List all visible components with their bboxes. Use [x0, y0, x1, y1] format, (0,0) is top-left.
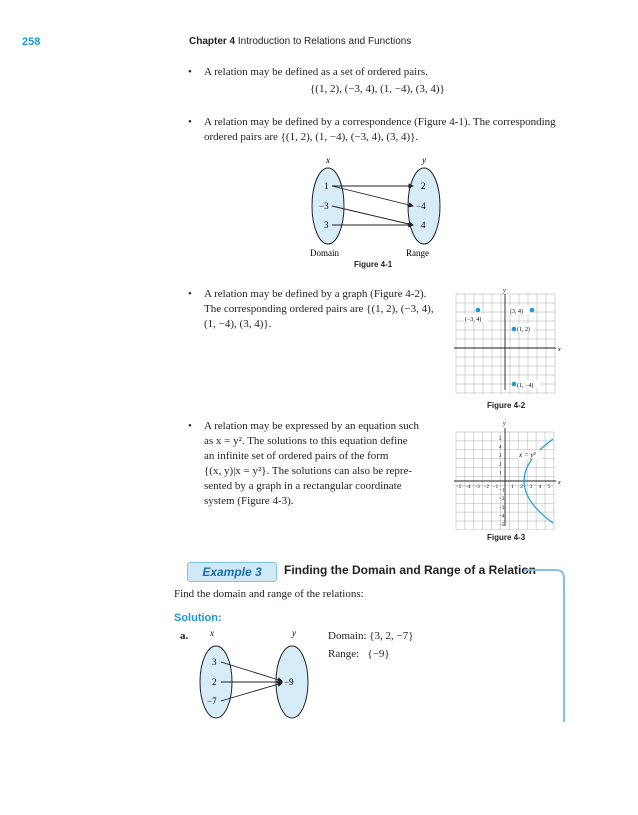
bullet-2: • A relation may be defined by a correspondence (Figure 4-1). The corresponding ordered pairs are {(1, 2), (1, −4), (−3, 4), (3, 4)}.	[204, 115, 574, 145]
example-range-text: Range: {−9}	[328, 648, 390, 660]
bullet-3-line-1: A relation may be defined by a graph (Figure 4-2).	[204, 288, 427, 300]
point-neg3-4	[476, 308, 481, 313]
point-3-4	[530, 308, 535, 313]
example-prompt: Find the domain and range of the relations:	[174, 588, 364, 600]
x-tick-label: 5	[548, 485, 551, 490]
bullet-1-text: A relation may be defined as a set of ordered pairs.	[204, 66, 428, 78]
part-a-label: a.	[180, 630, 189, 642]
solution-label: Solution:	[174, 612, 222, 624]
figure-4-1	[300, 152, 460, 274]
point-label: (1, 2)	[517, 327, 530, 333]
point-1-2	[512, 327, 517, 332]
figure-4-1-x-label: x	[326, 155, 330, 165]
bullet-4-line-3: an infinite set of ordered pairs of the form	[204, 450, 389, 462]
equation-label: x = y²	[519, 451, 536, 459]
bullet-2-line-2: ordered pairs are {(1, 2), (1, −4), (−3, 4), (3, 4)}.	[204, 131, 419, 143]
range-value: 2	[421, 181, 426, 191]
point-label: (−3, 4)	[465, 317, 482, 323]
figure-4-2-caption: Figure 4-2	[487, 401, 526, 410]
figure-4-2-y-label: y	[503, 288, 506, 294]
figure-4-3-caption: Figure 4-3	[487, 533, 526, 542]
bullet-4-line-2: as x = y². The solutions to this equation define	[204, 435, 408, 447]
y-tick-label: −3	[499, 505, 505, 511]
y-tick-label: 3	[499, 454, 502, 460]
y-tick-label: −2	[499, 497, 505, 503]
x-tick-label: −4	[465, 485, 471, 490]
example-domain-value: −7	[207, 696, 217, 706]
bullet-4: • A relation may be expressed by an equation such as x = y². The solutions to this equation define an infinite set of ordered pairs of the form {(x, y)|x = y²}. The solutions can also be repre- sented by a graph in a rectangular coordinate system (Figure 4-3).	[204, 419, 454, 509]
figure-4-3	[450, 418, 570, 530]
bullet-3-line-3: (1, −4), (3, 4)}.	[204, 318, 272, 330]
figure-4-1-y-label: y	[422, 155, 426, 165]
point-label: (1, −4)	[517, 383, 534, 389]
example-y-label: y	[292, 628, 296, 638]
mapping-arrow	[332, 206, 413, 225]
example-domain-value: 2	[212, 677, 217, 687]
y-tick-label: 4	[499, 445, 502, 451]
bullet-4-line-1: A relation may be expressed by an equation such	[204, 420, 420, 432]
y-tick-label: 2	[499, 462, 502, 468]
figure-4-2	[450, 286, 570, 396]
example-domain-value: 3	[212, 657, 217, 667]
page-number: 258	[22, 36, 41, 48]
bullet-4-line-5: sented by a graph in a rectangular coordinate	[204, 480, 402, 492]
range-value: −4	[416, 201, 426, 211]
example-range-value: −9	[284, 677, 294, 687]
bullet-1-set: {(1, 2), (−3, 4), (1, −4), (3, 4)}	[310, 83, 445, 95]
bullet-3: • A relation may be defined by a graph (Figure 4-2). The corresponding ordered pairs are {(1, 2), (−3, 4), (1, −4), (3, 4)}.	[204, 287, 454, 332]
y-tick-label: −4	[499, 514, 505, 520]
example-x-label: x	[210, 628, 214, 638]
bullet-4-line-6: system (Figure 4-3).	[204, 495, 294, 507]
figure-4-3-y-label: y	[503, 421, 506, 427]
y-tick-label: −5	[499, 523, 505, 528]
example-title: Finding the Domain and Range of a Relation	[284, 563, 537, 577]
range-value: 4	[421, 220, 426, 230]
example-mapping	[196, 626, 314, 722]
example-bracket	[520, 566, 570, 726]
example-label: Example 3	[187, 562, 277, 582]
domain-value: −3	[319, 201, 329, 211]
point-label: (3, 4)	[510, 309, 523, 315]
x-tick-label: −2	[483, 485, 489, 490]
x-tick-label: 2	[520, 485, 523, 490]
chapter-header	[189, 36, 411, 47]
x-tick-label: −1	[492, 485, 499, 490]
point-1-neg4	[512, 382, 517, 387]
bullet-4-line-4: {(x, y)|x = y²}. The solutions can also be repre-	[204, 465, 413, 477]
x-tick-label: 3	[529, 485, 533, 490]
chapter-label: Chapter 4	[189, 36, 236, 47]
chapter-title: Introduction to Relations and Functions	[237, 36, 412, 47]
domain-value: 1	[324, 181, 329, 191]
bullet-1: • A relation may be defined as a set of ordered pairs.	[188, 66, 428, 78]
domain-label: Domain	[310, 248, 339, 258]
figure-4-3-x-label: x	[558, 480, 561, 486]
bullet-3-line-2: The corresponding ordered pairs are {(1, 2), (−3, 4),	[204, 303, 434, 315]
range-label: Range	[406, 248, 429, 258]
y-tick-label: −1	[499, 488, 505, 494]
y-tick-label: 1	[499, 471, 502, 477]
x-tick-label: −3	[474, 485, 480, 490]
figure-4-2-x-label: x	[558, 347, 561, 353]
x-tick-label: 4	[538, 485, 542, 490]
x-tick-label: −5	[456, 485, 462, 490]
example-domain-text: Domain: {3, 2, −7}	[328, 630, 414, 642]
bullet-2-line-1: A relation may be defined by a correspondence (Figure 4-1). The corresponding	[204, 116, 556, 128]
x-tick-label: 1	[511, 485, 514, 490]
figure-4-1-caption: Figure 4-1	[354, 260, 393, 269]
domain-value: 3	[324, 220, 329, 230]
y-tick-label: 5	[499, 437, 502, 442]
